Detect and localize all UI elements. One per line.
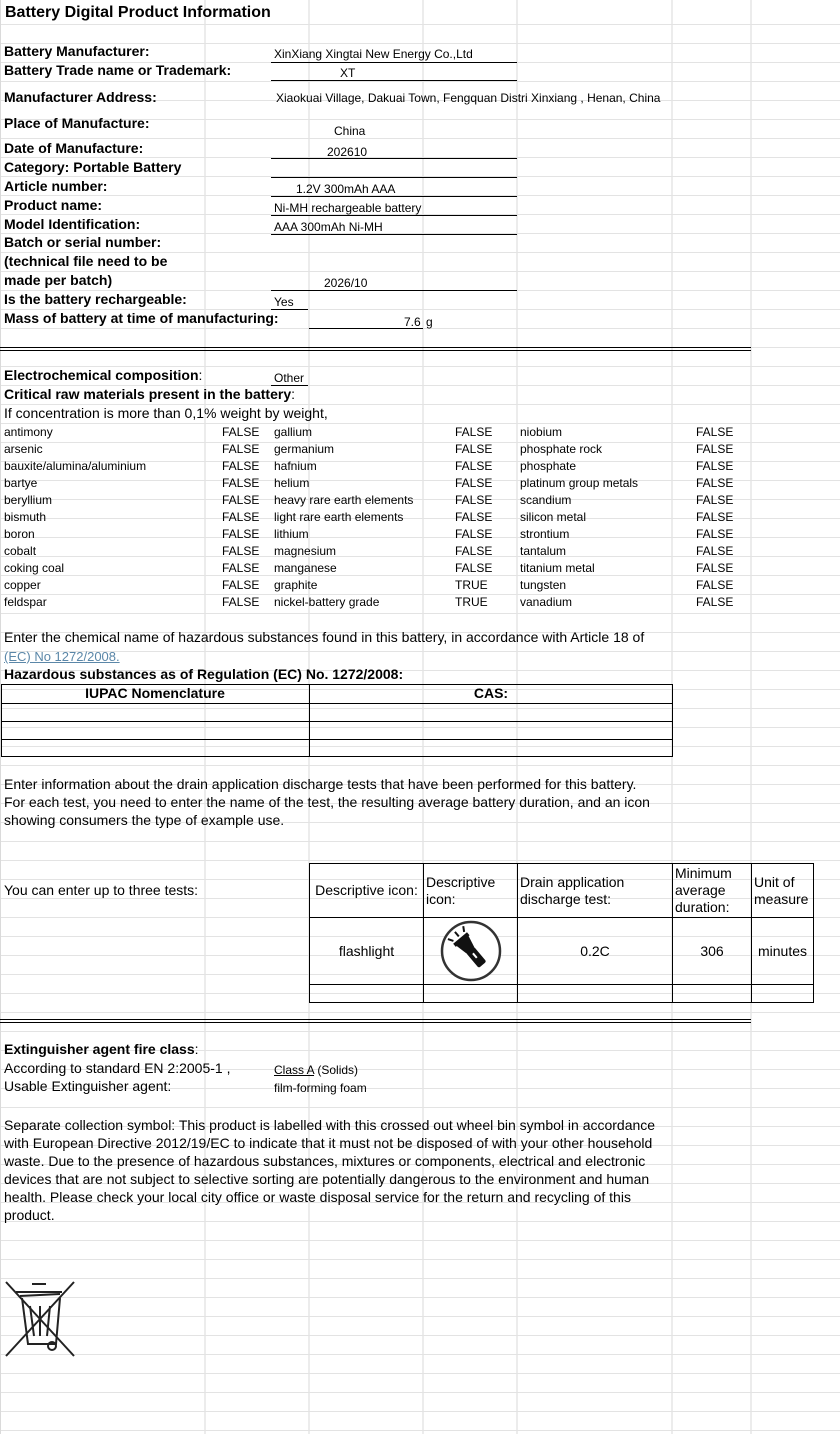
drain-test-header: Drain application discharge test: [517, 863, 673, 918]
material-presence: FALSE [696, 476, 734, 490]
material-name: gallium [274, 425, 313, 439]
underline [309, 328, 423, 329]
material-name: vanadium [520, 595, 573, 609]
material-name: phosphate [520, 459, 577, 473]
material-presence: TRUE [455, 578, 488, 592]
material-name: magnesium [274, 544, 337, 558]
material-name: arsenic [4, 442, 43, 456]
empty-cell [309, 984, 424, 1003]
underline [271, 196, 517, 197]
material-presence: FALSE [696, 561, 734, 575]
manufacturer-label: Battery Manufacturer: [4, 43, 150, 59]
crm-note: If concentration is more than 0,1% weight by weight, [4, 405, 328, 421]
test-icon-cell [423, 917, 518, 985]
material-name: feldspar [4, 595, 47, 609]
model-value: AAA 300mAh Ni-MH [274, 220, 383, 234]
product-label: Product name: [4, 197, 103, 213]
place-value: China [334, 124, 366, 138]
test-unit: minutes [751, 917, 814, 985]
mass-value: 7.6 [404, 315, 421, 329]
empty-cell [423, 984, 518, 1003]
tests-prompt: You can enter up to three tests: [4, 882, 199, 898]
model-label: Model Identification: [4, 216, 141, 232]
material-presence: FALSE [696, 527, 734, 541]
material-name: heavy rare earth elements [274, 493, 414, 507]
material-name: cobalt [4, 544, 37, 558]
rechargeable-value: Yes [274, 295, 294, 309]
manufacturer-value: XinXiang Xingtai New Energy Co.,Ltd [274, 47, 473, 61]
empty-cell [672, 984, 752, 1003]
material-presence: FALSE [222, 544, 260, 558]
collection-text: Separate collection symbol: This product is labelled with this crossed out wheel bin symbol in accordance with European Directive 2012/19/EC to indicate that it must not be disposed of with your other household waste. Due to the presence of hazardous substances, mixtures or components, electrical and electronic devices that are not subject to selective sorting are potentially dangerous to the environment and human health. Please check your local city office or waste disposal service for the return and recycling of this product. [4, 1117, 656, 1223]
material-presence: FALSE [222, 578, 260, 592]
material-presence: FALSE [455, 561, 493, 575]
hazard-title: Hazardous substances as of Regulation (EC) No. 1272/2008: [4, 666, 404, 682]
material-name: beryllium [4, 493, 53, 507]
material-name: bauxite/alumina/aluminium [4, 459, 147, 473]
material-presence: FALSE [696, 578, 734, 592]
underline [271, 177, 517, 178]
material-presence: FALSE [455, 425, 493, 439]
underline [271, 158, 517, 159]
iupac-header: IUPAC Nomenclature [85, 685, 225, 701]
test-duration: 306 [672, 917, 752, 985]
test-value: 0.2C [517, 917, 673, 985]
material-name: niobium [520, 425, 563, 439]
date-value: 202610 [327, 145, 368, 159]
descriptive-icon-header: Descriptive icon: [309, 863, 424, 918]
material-presence: FALSE [222, 476, 260, 490]
material-presence: FALSE [455, 493, 493, 507]
material-name: helium [274, 476, 310, 490]
drain-intro-1: Enter information about the drain application discharge tests that have been performed for this battery. [4, 776, 637, 792]
test-name: flashlight [309, 917, 424, 985]
rechargeable-label: Is the battery rechargeable: [4, 291, 187, 307]
material-name: tantalum [520, 544, 567, 558]
material-presence: FALSE [696, 510, 734, 524]
material-name: graphite [274, 578, 318, 592]
material-presence: FALSE [455, 544, 493, 558]
date-label: Date of Manufacture: [4, 140, 144, 156]
article-value: 1.2V 300mAh AAA [296, 182, 396, 196]
material-presence: FALSE [222, 459, 260, 473]
material-name: antimony [4, 425, 53, 439]
category-label: Category: Portable Battery [4, 159, 182, 175]
material-name: hafnium [274, 459, 317, 473]
material-presence: FALSE [455, 442, 493, 456]
extinguisher-title: Extinguisher agent fire class: [4, 1041, 199, 1057]
underline [271, 290, 517, 291]
table-rule [1, 721, 673, 722]
hazard-intro: Enter the chemical name of hazardous substances found in this battery, in accordance with Article 18 of [4, 629, 645, 645]
min-duration-header: Minimum average duration: [672, 863, 752, 918]
material-name: manganese [274, 561, 337, 575]
material-name: silicon metal [520, 510, 587, 524]
material-presence: FALSE [222, 561, 260, 575]
material-name: strontium [520, 527, 570, 541]
material-name: tungsten [520, 578, 567, 592]
cas-header: CAS: [473, 685, 509, 701]
material-presence: FALSE [696, 544, 734, 558]
batch-label-line-2: (technical file need to be [4, 253, 168, 269]
material-name: platinum group metals [520, 476, 639, 490]
place-label: Place of Manufacture: [4, 115, 150, 131]
mass-label: Mass of battery at time of manufacturing: [4, 310, 279, 326]
material-presence: FALSE [696, 425, 734, 439]
product-value: Ni-MH rechargeable battery [274, 201, 422, 215]
crossed-out-wheelie-bin-icon [2, 1278, 80, 1360]
trade-name-value: XT [340, 66, 356, 80]
material-name: scandium [520, 493, 572, 507]
material-presence: FALSE [696, 442, 734, 456]
composition-value: Other [274, 371, 305, 385]
material-presence: TRUE [455, 595, 488, 609]
material-presence: FALSE [222, 425, 260, 439]
underline [271, 215, 517, 216]
crm-title: Critical raw materials present in the battery: [4, 386, 295, 402]
material-name: nickel-battery grade [274, 595, 380, 609]
material-presence: FALSE [222, 510, 260, 524]
regulation-link[interactable]: (EC) No 1272/2008. [4, 649, 120, 664]
material-name: coking coal [4, 561, 65, 575]
material-presence: FALSE [696, 459, 734, 473]
empty-cell [517, 984, 673, 1003]
address-value: Xiaokuai Village, Dakuai Town, Fengquan Distri Xinxiang , Henan, China [276, 91, 661, 105]
material-name: lithium [274, 527, 309, 541]
material-name: copper [4, 578, 41, 592]
material-presence: FALSE [222, 442, 260, 456]
fire-class-value: Class A (Solids) [274, 1063, 359, 1077]
underline [271, 62, 517, 63]
batch-value: 2026/10 [324, 276, 368, 290]
material-presence: FALSE [222, 595, 260, 609]
drain-intro-2: For each test, you need to enter the name of the test, the resulting average battery duration, and an icon [4, 794, 650, 810]
material-presence: FALSE [455, 459, 493, 473]
mass-unit: g [426, 315, 433, 329]
material-name: bismuth [4, 510, 47, 524]
underline [271, 80, 517, 81]
material-name: boron [4, 527, 35, 541]
material-name: germanium [274, 442, 335, 456]
material-presence: FALSE [696, 493, 734, 507]
empty-cell [751, 984, 814, 1003]
material-presence: FALSE [696, 595, 734, 609]
composition-label: Electrochemical composition: [4, 367, 203, 383]
material-name: phosphate rock [520, 442, 603, 456]
agent-label: Usable Extinguisher agent: [4, 1078, 172, 1094]
material-presence: FALSE [455, 476, 493, 490]
material-name: bartye [4, 476, 38, 490]
descriptive-icon-header-2: Descriptive icon: [423, 863, 518, 918]
batch-label-line-1: Batch or serial number: [4, 234, 162, 250]
batch-label-line-3: made per batch) [4, 272, 113, 288]
table-rule [1, 703, 673, 704]
material-presence: FALSE [222, 493, 260, 507]
article-label: Article number: [4, 178, 108, 194]
material-name: titanium metal [520, 561, 595, 575]
address-label: Manufacturer Address: [4, 89, 157, 105]
material-presence: FALSE [455, 527, 493, 541]
table-rule [1, 739, 673, 740]
underline [271, 234, 517, 235]
standard-label: According to standard EN 2:2005-1 , [4, 1060, 231, 1076]
material-presence: FALSE [222, 527, 260, 541]
section-divider [0, 347, 751, 351]
material-name: light rare earth elements [274, 510, 404, 524]
agent-value: film-forming foam [274, 1081, 367, 1095]
material-presence: FALSE [455, 510, 493, 524]
drain-intro-3: showing consumers the type of example use. [4, 812, 285, 828]
section-divider [0, 1019, 751, 1023]
unit-header: Unit of measure [751, 863, 814, 918]
trade-name-label: Battery Trade name or Trademark: [4, 62, 232, 78]
page-title: Battery Digital Product Information [5, 4, 271, 21]
flashlight-icon [439, 919, 503, 983]
